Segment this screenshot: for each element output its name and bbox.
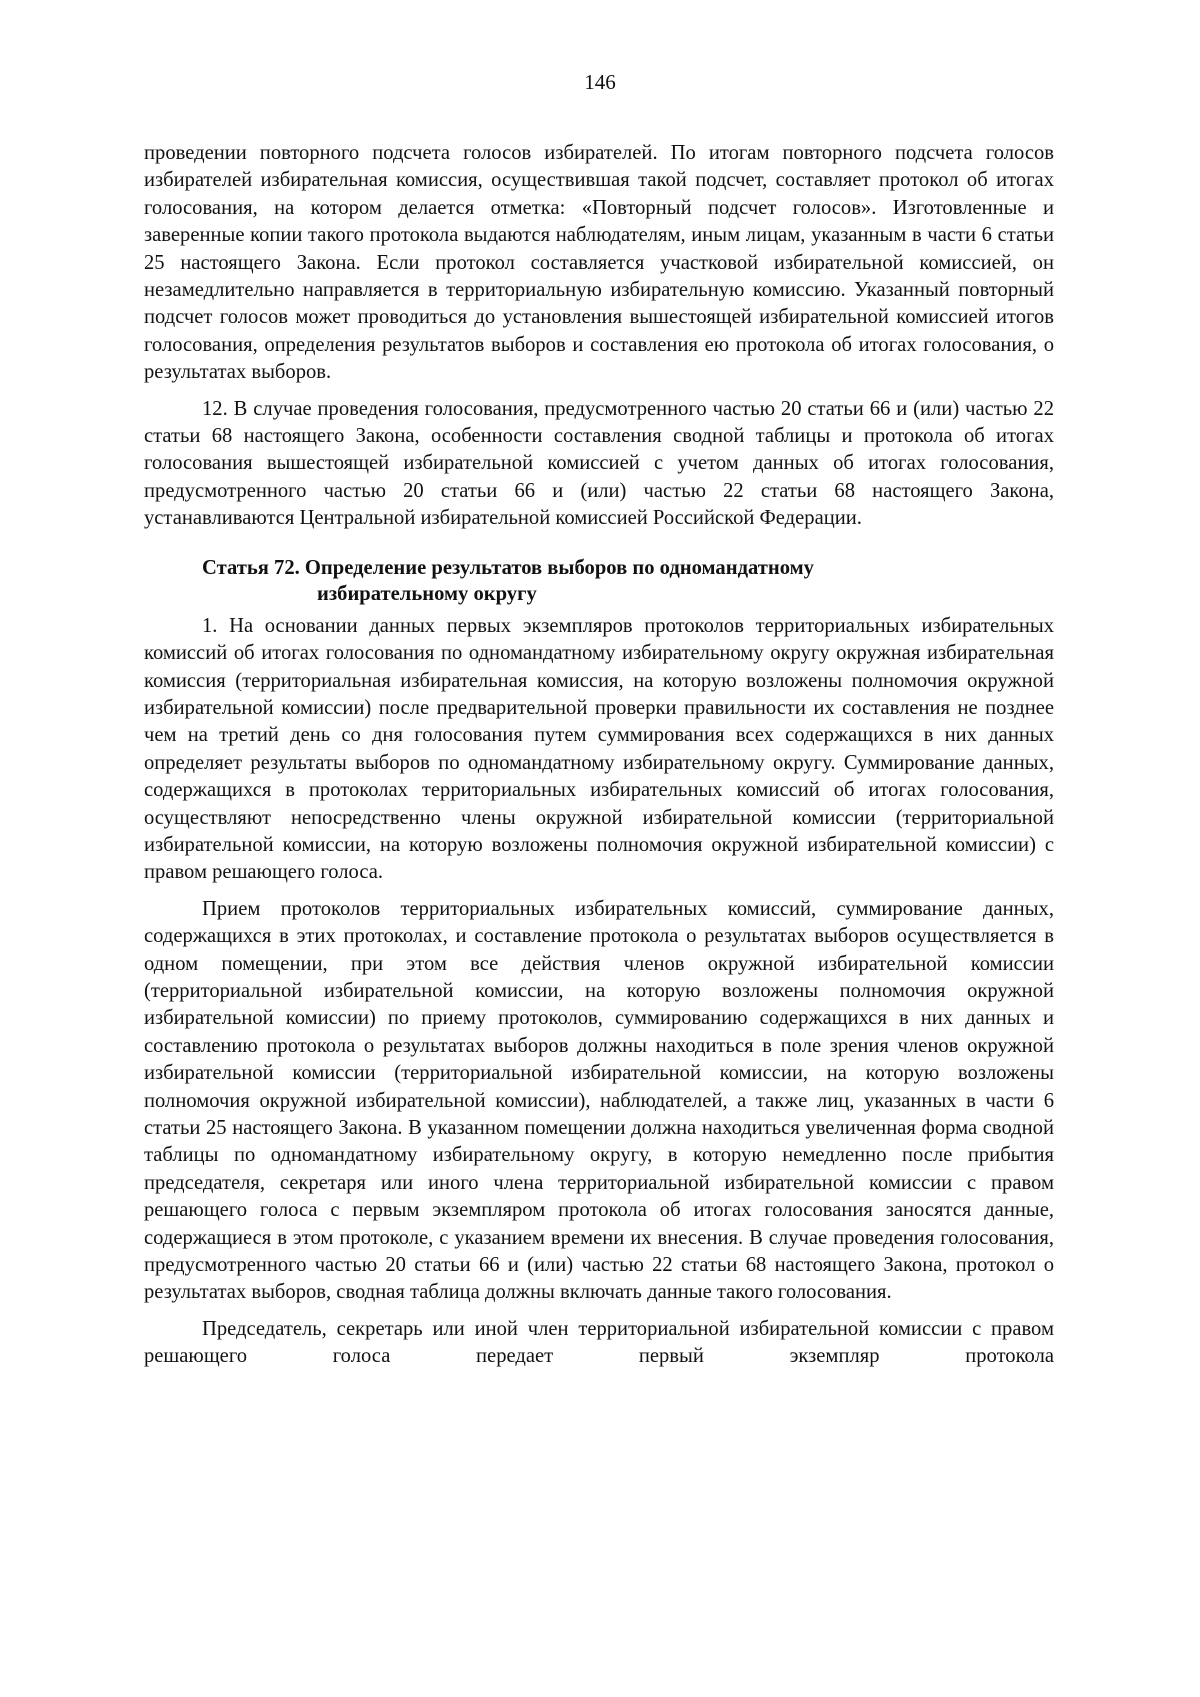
paragraph-continuation: проведении повторного подсчета голосов избирателей. По итогам повторного подсчета голосов избирателей избирательная комиссия, осуществившая такой подсчет, составляет протокол об итогах голосования, на котором делается отметка: «Повторный подсчет голосов». Изготовленные и заверенные копии такого протокола выдаются наблюдателям, иным лицам, указанным в части 6 статьи 25 настоящего Закона. Если протокол составляется участковой избирательной комиссией, он незамедлительно направляется в территориальную избирательную комиссию. Указанный повторный подсчет голосов может проводиться до установления вышестоящей избирательной комиссией итогов голосования, определения результатов выборов и составления ею протокола об итогах голосования, о результатах выборов. (144, 142, 1054, 384)
article-heading-line1: Статья 72. Определение результатов выборов по одномандатному (202, 556, 814, 579)
paragraph-protocol-reception: Прием протоколов территориальных избирательных комиссий, суммирование данных, содержащихся в этих протоколах, и составление протокола о результатах выборов осуществляется в одном помещении, при этом все действия членов окружной избирательной комиссии (территориальной избирательной комиссии, на которую возложены полномочия окружной избирательной комиссии) по приему протоколов, суммированию содержащихся в них данных и составлению протокола о результатах выборов должны находиться в поле зрения членов окружной избирательной комиссии (территориальной избирательной комиссии, на которую возложены полномочия окружной избирательной комиссии), наблюдателей, а также лиц, указанных в части 6 статьи 25 настоящего Закона. В указанном помещении должна находиться увеличенная форма сводной таблицы по одномандатному избирательному округу, в которую немедленно после прибытия председателя, секретаря или иного члена территориальной избирательной комиссии с правом решающего голоса с первым экземпляром протокола об итогах голосования заносятся данные, содержащиеся в этом протоколе, с указанием времени их внесения. В случае проведения голосования, предусмотренного частью 20 статьи 66 и (или) частью 22 статьи 68 настоящего Закона, протокол о результатах выборов, сводная таблица должны включать данные такого голосования. (144, 897, 1054, 1304)
paragraph-article-72-part-1: 1. На основании данных первых экземпляров протоколов территориальных избирательных комиссий об итогах голосования по одномандатному избирательному округу окружная избирательная комиссия (территориальная избирательная комиссия, на которую возложены полномочия окружной избирательной комиссии) после предварительной проверки правильности их составления не позднее чем на третий день со дня голосования путем суммирования всех содержащихся в них данных определяет результаты выборов по одномандатному избирательному округу. Суммирование данных, содержащихся в протоколах территориальных избирательных комиссий об итогах голосования, осуществляют непосредственно члены окружной избирательной комиссии (территориальной избирательной комиссии, на которую возложены полномочия окружной избирательной комиссии) с правом решающего голоса. (144, 614, 1054, 884)
page-number: 146 (584, 70, 616, 94)
document-body (144, 140, 1054, 1371)
paragraph-item-12: 12. В случае проведения голосования, предусмотренного частью 20 статьи 66 и (или) частью 22 статьи 68 настоящего Закона, особенности составления сводной таблицы и протокола об итогах голосования вышестоящей избирательной комиссией с учетом данных об итогах голосования, предусмотренного частью 20 статьи 66 и (или) частью 22 статьи 68 настоящего Закона, устанавливаются Центральной избирательной комиссией Российской Федерации. (144, 397, 1054, 530)
article-heading-line2: избирательному округу (317, 582, 537, 605)
article-72-heading (144, 555, 1054, 607)
paragraph-chairman-transfer: Председатель, секретарь или иной член территориальной избирательной комиссии с правом решающего голоса передает первый экземпляр протокола (144, 1317, 1054, 1368)
